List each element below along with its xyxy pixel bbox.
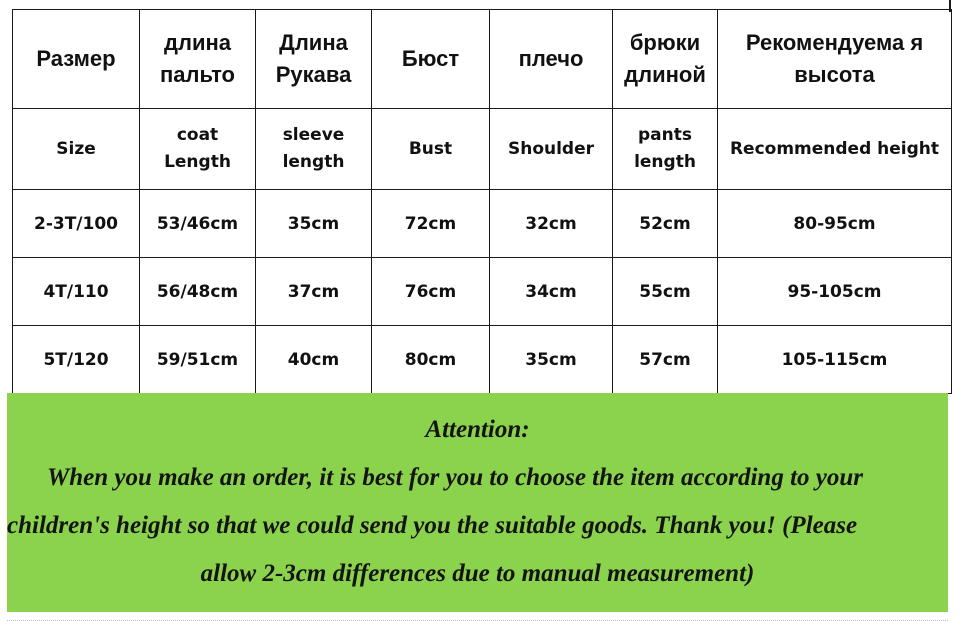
table-row bbox=[13, 258, 952, 326]
cell-bust: 72cm bbox=[372, 190, 490, 258]
header-en-recommended-height: Recommended height bbox=[718, 109, 952, 190]
cell-sleeve-length: 35cm bbox=[256, 190, 372, 258]
header-en-size: Size bbox=[13, 109, 140, 190]
bottom-divider bbox=[7, 620, 948, 621]
cell-shoulder: 34cm bbox=[490, 258, 613, 326]
header-row-russian bbox=[13, 10, 952, 109]
header-ru-recommended-height: Рекомендуема я высота bbox=[718, 10, 952, 109]
attention-title: Attention: bbox=[425, 416, 530, 443]
cell-shoulder: 35cm bbox=[490, 326, 613, 394]
attention-text-line-2: children's height so that we could send you the suitable goods. Thank you! (Please bbox=[7, 512, 858, 539]
cell-bust: 76cm bbox=[372, 258, 490, 326]
header-ru-bust: Бюст bbox=[372, 10, 490, 109]
cell-pants-length: 55cm bbox=[613, 258, 718, 326]
header-ru-sleeve-length: Длина Рукава bbox=[256, 10, 372, 109]
cell-shoulder: 32cm bbox=[490, 190, 613, 258]
cell-coat-length: 59/51cm bbox=[140, 326, 256, 394]
header-en-bust: Bust bbox=[372, 109, 490, 190]
cell-pants-length: 52cm bbox=[613, 190, 718, 258]
size-chart-table bbox=[12, 9, 952, 394]
table-row bbox=[13, 190, 952, 258]
header-ru-shoulder: плечо bbox=[490, 10, 613, 109]
cell-recommended-height: 105-115cm bbox=[718, 326, 952, 394]
cell-recommended-height: 95-105cm bbox=[718, 258, 952, 326]
header-ru-pants-length: брюки длиной bbox=[613, 10, 718, 109]
cell-sleeve-length: 37cm bbox=[256, 258, 372, 326]
cell-sleeve-length: 40cm bbox=[256, 326, 372, 394]
cell-bust: 80cm bbox=[372, 326, 490, 394]
attention-notice bbox=[7, 393, 948, 612]
header-en-sleeve-length: sleeve length bbox=[256, 109, 372, 190]
table-row bbox=[13, 326, 952, 394]
header-en-pants-length: pants length bbox=[613, 109, 718, 190]
attention-text-line-1: When you make an order, it is best for you to choose the item according to your bbox=[47, 464, 863, 491]
header-row-english bbox=[13, 109, 952, 190]
cell-recommended-height: 80-95cm bbox=[718, 190, 952, 258]
header-en-coat-length: coat Length bbox=[140, 109, 256, 190]
cell-coat-length: 53/46cm bbox=[140, 190, 256, 258]
header-en-shoulder: Shoulder bbox=[490, 109, 613, 190]
attention-text-line-3: allow 2-3cm differences due to manual measurement) bbox=[200, 560, 755, 587]
cell-coat-length: 56/48cm bbox=[140, 258, 256, 326]
header-ru-coat-length: длина пальто bbox=[140, 10, 256, 109]
cell-pants-length: 57cm bbox=[613, 326, 718, 394]
cell-size: 2-3T/100 bbox=[13, 190, 140, 258]
header-ru-size: Размер bbox=[13, 10, 140, 109]
cell-size: 4T/110 bbox=[13, 258, 140, 326]
cell-size: 5T/120 bbox=[13, 326, 140, 394]
